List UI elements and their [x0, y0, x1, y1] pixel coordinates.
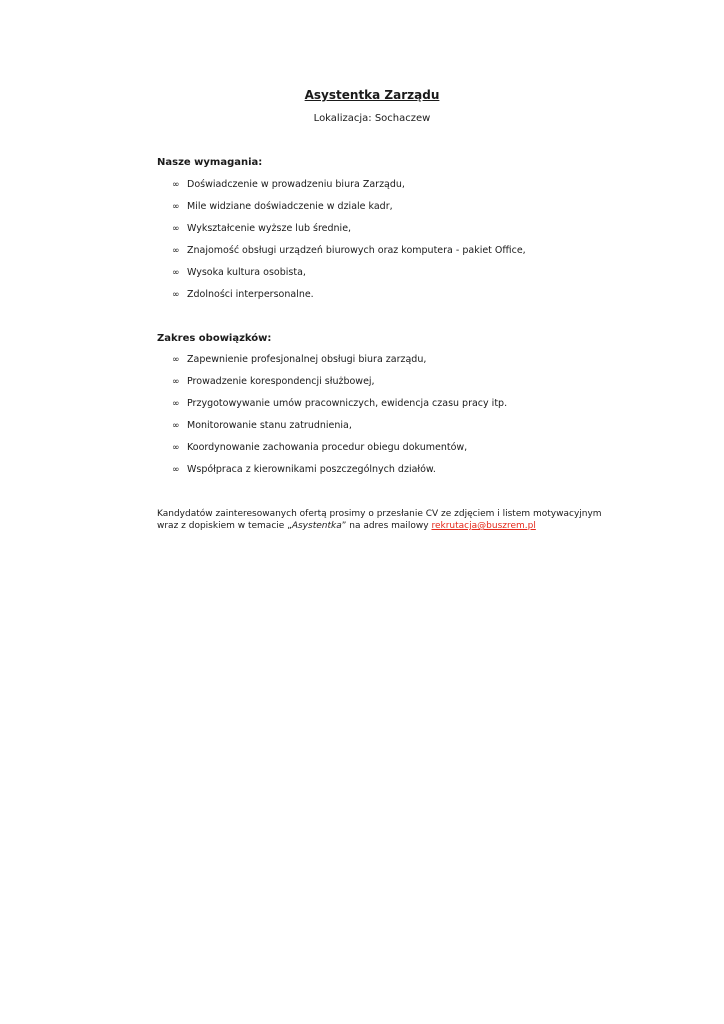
list-item — [172, 178, 526, 200]
application-instructions — [157, 508, 602, 532]
duty-text: Przygotowywanie umów pracowniczych, ewidencja czasu pracy itp. — [187, 398, 508, 409]
requirement-text: Wysoka kultura osobista, — [187, 267, 306, 278]
requirement-text: Wykształcenie wyższe lub średnie, — [187, 223, 352, 234]
requirement-text: Zdolności interpersonalne. — [187, 289, 314, 300]
list-item — [172, 266, 526, 288]
duty-text: Koordynowanie zachowania procedur obiegu dokumentów, — [187, 442, 468, 453]
duty-text: Prowadzenie korespondencji służbowej, — [187, 376, 375, 387]
instructions-text-after: ” na adres mailowy — [341, 521, 432, 531]
duty-text: Zapewnienie profesjonalnej obsługi biura zarządu, — [187, 354, 427, 365]
infinity-bullet-icon: ∞ — [172, 224, 180, 234]
instructions-text-before: wraz z dopiskiem w temacie „ — [157, 521, 292, 531]
list-item — [172, 244, 526, 266]
document-title: Asystentka Zarządu — [304, 88, 440, 102]
list-item — [172, 288, 526, 310]
list-item — [172, 397, 507, 419]
infinity-bullet-icon: ∞ — [172, 246, 180, 256]
list-item — [172, 419, 507, 441]
list-item — [172, 200, 526, 222]
requirements-list — [172, 178, 526, 310]
instructions-line-2 — [157, 520, 588, 532]
list-item — [172, 222, 526, 244]
duties-heading: Zakres obowiązków: — [157, 333, 272, 344]
requirement-text: Doświadczenie w prowadzeniu biura Zarządu, — [187, 179, 405, 190]
infinity-bullet-icon: ∞ — [172, 202, 180, 212]
infinity-bullet-icon: ∞ — [172, 268, 180, 278]
requirement-text: Mile widziane doświadczenie w dziale kadr, — [187, 201, 393, 212]
requirements-heading: Nasze wymagania: — [157, 157, 263, 168]
duties-list — [172, 353, 507, 485]
duty-text: Współpraca z kierownikami poszczególnych działów. — [187, 464, 436, 475]
instructions-line-1: Kandydatów zainteresowanych ofertą prosimy o przesłanie CV ze zdjęciem i listem motywacyjnym — [157, 509, 602, 519]
infinity-bullet-icon: ∞ — [172, 180, 180, 190]
infinity-bullet-icon: ∞ — [172, 443, 180, 453]
list-item — [172, 463, 507, 485]
infinity-bullet-icon: ∞ — [172, 290, 180, 300]
requirement-text: Znajomość obsługi urządzeń biurowych oraz komputera - pakiet Office, — [187, 245, 526, 256]
infinity-bullet-icon: ∞ — [172, 399, 180, 409]
list-item — [172, 441, 507, 463]
duty-text: Monitorowanie stanu zatrudnienia, — [187, 420, 352, 431]
infinity-bullet-icon: ∞ — [172, 377, 180, 387]
subject-keyword: Asystentka — [291, 521, 342, 531]
list-item — [172, 375, 507, 397]
infinity-bullet-icon: ∞ — [172, 421, 180, 431]
infinity-bullet-icon: ∞ — [172, 355, 180, 365]
infinity-bullet-icon: ∞ — [172, 465, 180, 475]
email-link[interactable]: rekrutacja@buszrem.pl — [431, 521, 536, 531]
list-item — [172, 353, 507, 375]
job-location: Lokalizacja: Sochaczew — [313, 113, 431, 124]
